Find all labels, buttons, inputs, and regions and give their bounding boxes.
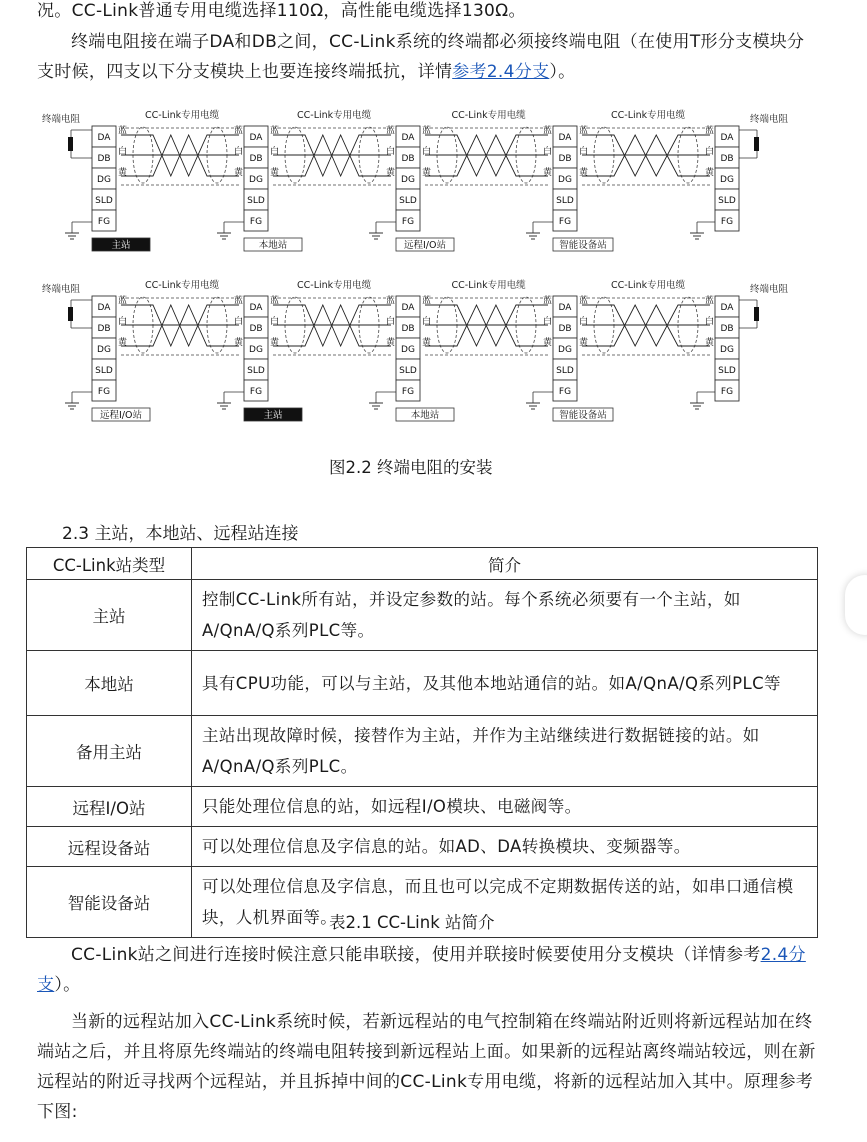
- terminal-label: DG: [720, 175, 734, 185]
- wire-color-label: 白: [270, 147, 280, 157]
- terminal-label: FG: [249, 217, 263, 227]
- wire-color-label: 蓝: [234, 296, 244, 306]
- terminal-label: DG: [401, 345, 415, 355]
- terminal-label: DB: [97, 154, 111, 164]
- cell-type: 主站: [27, 580, 192, 651]
- table-row: [27, 827, 818, 867]
- terminal-label: SLD: [399, 196, 417, 206]
- cable-label: CC-Link专用电缆: [451, 110, 526, 121]
- wire-color-label: 黄: [705, 168, 715, 178]
- wire-color-label: 白: [234, 147, 244, 157]
- cable-wire-white: [121, 305, 239, 346]
- terminal-label: DB: [720, 324, 734, 334]
- wire-color-label: 白: [386, 317, 396, 327]
- wire-color-label: 黄: [270, 338, 280, 348]
- section-heading: 2.3 主站，本地站、远程站连接: [62, 524, 299, 544]
- resistor-label: 终端电阻: [42, 114, 81, 125]
- wire-color-label: 蓝: [422, 296, 432, 306]
- paragraph-text: 终端电阻接在端子DA和DB之间，CC-Link系统的终端都必须接终端电阻（在使用T形分支模块分支时候，四支以下分支模块上也要连接终端抵抗，详情: [37, 32, 805, 82]
- cable-wire-white: [582, 305, 710, 346]
- cable-label: CC-Link专用电缆: [297, 110, 372, 121]
- wire-color-label: 蓝: [386, 296, 396, 306]
- wire-color-label: 蓝: [118, 126, 128, 136]
- link-ref-2-4[interactable]: 参考2.4分支: [452, 62, 550, 82]
- wire-color-label: 蓝: [705, 126, 715, 136]
- link-branch-2-4[interactable]: 2.4分支: [37, 945, 806, 995]
- terminal-label: DG: [558, 345, 572, 355]
- terminal-label: DG: [558, 175, 572, 185]
- cell-type: 远程设备站: [27, 827, 192, 867]
- cell-desc: 只能处理位信息的站，如远程I/O模块、电磁阀等。: [192, 787, 818, 827]
- terminal-label: DA: [97, 133, 111, 143]
- terminal-label: DB: [720, 154, 734, 164]
- resistor-label: 终端电阻: [750, 114, 789, 125]
- terminal-label: DG: [401, 175, 415, 185]
- table-caption: 表2.1 CC-Link 站简介: [329, 913, 495, 932]
- wire-color-label: 黄: [118, 168, 128, 178]
- paragraph-serial-connection: [37, 940, 817, 1000]
- wire-color-label: 白: [543, 317, 553, 327]
- wire-color-label: 蓝: [579, 296, 589, 306]
- figure-caption: 图2.2 终端电阻的安装: [329, 458, 493, 477]
- terminal-label: FG: [249, 387, 263, 397]
- terminal-label: FG: [401, 217, 415, 227]
- paragraph-new-remote-station: [37, 1007, 817, 1127]
- cell-desc: 可以处理位信息及字信息，而且也可以完成不定期数据传送的站，如串口通信模块，人机界面等。: [192, 867, 818, 938]
- terminal-label: DB: [401, 324, 415, 334]
- terminal-label: DG: [97, 345, 111, 355]
- terminal-resistor-right: [754, 307, 759, 321]
- wire-color-label: 蓝: [705, 296, 715, 306]
- terminal-label: SLD: [95, 196, 113, 206]
- wire-color-label: 黄: [705, 338, 715, 348]
- paragraph-text: 当新的远程站加入CC-Link系统时候，若新远程站的电气控制箱在终端站附近则将新远程站加在终端站之后，并且将原先终端站的终端电阻转接到新远程站上面。如果新的远程站离终端站较远，则在新远程站的附近寻找两个远程站，并且拆掉中间的CC-Link专用电缆，将新的远程站加入其中。原理参考下图:: [37, 1012, 816, 1122]
- wire-color-label: 黄: [579, 168, 589, 178]
- cable-label: CC-Link专用电缆: [297, 280, 372, 291]
- wire-color-label: 黄: [386, 338, 396, 348]
- cable-wire-white: [582, 135, 710, 176]
- wire-color-label: 白: [386, 147, 396, 157]
- wire-color-label: 黄: [234, 338, 244, 348]
- paragraph-text: ）。: [54, 975, 81, 995]
- wire-color-label: 黄: [270, 168, 280, 178]
- wire-color-label: 白: [234, 317, 244, 327]
- station-label: 智能设备站: [559, 240, 607, 251]
- table-row: [27, 787, 818, 827]
- wire-color-label: 白: [705, 317, 715, 327]
- cell-type: 备用主站: [27, 716, 192, 787]
- terminal-label: DA: [249, 133, 263, 143]
- wire-color-label: 白: [579, 147, 589, 157]
- header-description: 简介: [192, 548, 818, 580]
- terminal-label: DA: [558, 303, 572, 313]
- wire-color-label: 蓝: [270, 296, 280, 306]
- wire-color-label: 白: [543, 147, 553, 157]
- terminal-label: FG: [720, 217, 734, 227]
- wire-color-label: 黄: [234, 168, 244, 178]
- cell-type: 本地站: [27, 651, 192, 716]
- station-label: 本地站: [410, 410, 440, 421]
- cell-desc: 主站出现故障时候，接替作为主站，并作为主站继续进行数据链接的站。如A/QnA/Q系列PLC。: [192, 716, 818, 787]
- station-label: 本地站: [258, 240, 288, 251]
- station-type-table: [26, 547, 818, 938]
- wire-color-label: 黄: [579, 338, 589, 348]
- terminal-label: FG: [401, 387, 415, 397]
- terminal-label: DG: [249, 175, 263, 185]
- terminal-label: SLD: [556, 196, 574, 206]
- terminal-label: DG: [97, 175, 111, 185]
- cable-wire-white: [273, 305, 391, 346]
- terminal-label: SLD: [247, 366, 265, 376]
- terminal-label: DA: [720, 303, 734, 313]
- terminal-label: SLD: [399, 366, 417, 376]
- paragraph-text: ）。: [549, 62, 576, 82]
- terminal-resistor-left: [68, 307, 73, 321]
- cell-type: 远程I/O站: [27, 787, 192, 827]
- station-label: 主站: [263, 410, 283, 421]
- header-station-type: CC-Link站类型: [27, 548, 192, 580]
- resistor-label: 终端电阻: [750, 284, 789, 295]
- cable-wire-white: [121, 135, 239, 176]
- station-label: 远程I/O站: [404, 240, 446, 251]
- wire-color-label: 黄: [386, 168, 396, 178]
- wire-color-label: 蓝: [270, 126, 280, 136]
- wire-color-label: 白: [422, 317, 432, 327]
- table-row: [27, 716, 818, 787]
- wire-color-label: 白: [270, 317, 280, 327]
- cell-desc: 控制CC-Link所有站，并设定参数的站。每个系统必须要有一个主站，如A/QnA/Q系列PLC等。: [192, 580, 818, 651]
- terminal-label: DB: [558, 154, 572, 164]
- terminal-label: DA: [558, 133, 572, 143]
- wire-color-label: 蓝: [543, 126, 553, 136]
- terminal-label: DB: [401, 154, 415, 164]
- wire-color-label: 黄: [543, 338, 553, 348]
- wire-color-label: 蓝: [543, 296, 553, 306]
- terminal-label: SLD: [718, 196, 736, 206]
- terminal-label: DA: [720, 133, 734, 143]
- terminal-label: SLD: [718, 366, 736, 376]
- cable-label: CC-Link专用电缆: [611, 280, 686, 291]
- paragraph-text: 况。CC-Link普通专用电缆选择110Ω，高性能电缆选择130Ω。: [37, 1, 526, 21]
- cell-desc: 可以处理位信息及字信息的站。如AD、DA转换模块、变频器等。: [192, 827, 818, 867]
- wire-color-label: 黄: [118, 338, 128, 348]
- terminal-label: DG: [249, 345, 263, 355]
- cable-label: CC-Link专用电缆: [145, 110, 220, 121]
- terminal-label: DG: [720, 345, 734, 355]
- floating-scroll-button[interactable]: [845, 575, 867, 635]
- station-label: 智能设备站: [559, 410, 607, 421]
- terminal-label: FG: [558, 217, 572, 227]
- terminal-label: FG: [558, 387, 572, 397]
- paragraph-text: CC-Link站之间进行连接时候注意只能串联接，使用并联接时候要使用分支模块（详情参考: [71, 945, 761, 965]
- paragraph-intro: [37, 0, 817, 26]
- terminal-label: DA: [401, 133, 415, 143]
- terminal-resistor-left: [68, 137, 73, 151]
- wire-color-label: 蓝: [422, 126, 432, 136]
- terminal-label: DB: [249, 324, 263, 334]
- terminal-label: SLD: [247, 196, 265, 206]
- terminal-resistor-diagram: [30, 100, 810, 430]
- terminal-resistor-right: [754, 137, 759, 151]
- cable-wire-white: [425, 305, 548, 346]
- terminal-label: FG: [97, 217, 111, 227]
- wire-color-label: 蓝: [386, 126, 396, 136]
- cable-wire-white: [273, 135, 391, 176]
- terminal-label: DB: [97, 324, 111, 334]
- wire-color-label: 白: [705, 147, 715, 157]
- terminal-label: DB: [558, 324, 572, 334]
- wire-color-label: 白: [118, 147, 128, 157]
- station-label: 主站: [111, 240, 131, 251]
- table-row: [27, 580, 818, 651]
- paragraph-terminal-resistor: [37, 27, 817, 87]
- terminal-label: DA: [401, 303, 415, 313]
- terminal-label: SLD: [95, 366, 113, 376]
- wire-color-label: 蓝: [118, 296, 128, 306]
- cable-label: CC-Link专用电缆: [611, 110, 686, 121]
- wire-color-label: 黄: [422, 338, 432, 348]
- terminal-label: DA: [97, 303, 111, 313]
- cable-wire-white: [425, 135, 548, 176]
- wire-color-label: 黄: [422, 168, 432, 178]
- terminal-label: SLD: [556, 366, 574, 376]
- cell-type: 智能设备站: [27, 867, 192, 938]
- wire-color-label: 蓝: [579, 126, 589, 136]
- cable-label: CC-Link专用电缆: [145, 280, 220, 291]
- station-label: 远程I/O站: [100, 410, 142, 421]
- terminal-label: FG: [720, 387, 734, 397]
- wire-color-label: 蓝: [234, 126, 244, 136]
- cable-label: CC-Link专用电缆: [451, 280, 526, 291]
- terminal-label: DA: [249, 303, 263, 313]
- wire-color-label: 白: [422, 147, 432, 157]
- terminal-label: FG: [97, 387, 111, 397]
- table-header-row: [27, 548, 818, 580]
- terminal-label: DB: [249, 154, 263, 164]
- table-row: [27, 651, 818, 716]
- wire-color-label: 白: [118, 317, 128, 327]
- wire-color-label: 黄: [543, 168, 553, 178]
- wire-color-label: 白: [579, 317, 589, 327]
- cell-desc: 具有CPU功能，可以与主站，及其他本地站通信的站。如A/QnA/Q系列PLC等: [192, 651, 818, 716]
- resistor-label: 终端电阻: [42, 284, 81, 295]
